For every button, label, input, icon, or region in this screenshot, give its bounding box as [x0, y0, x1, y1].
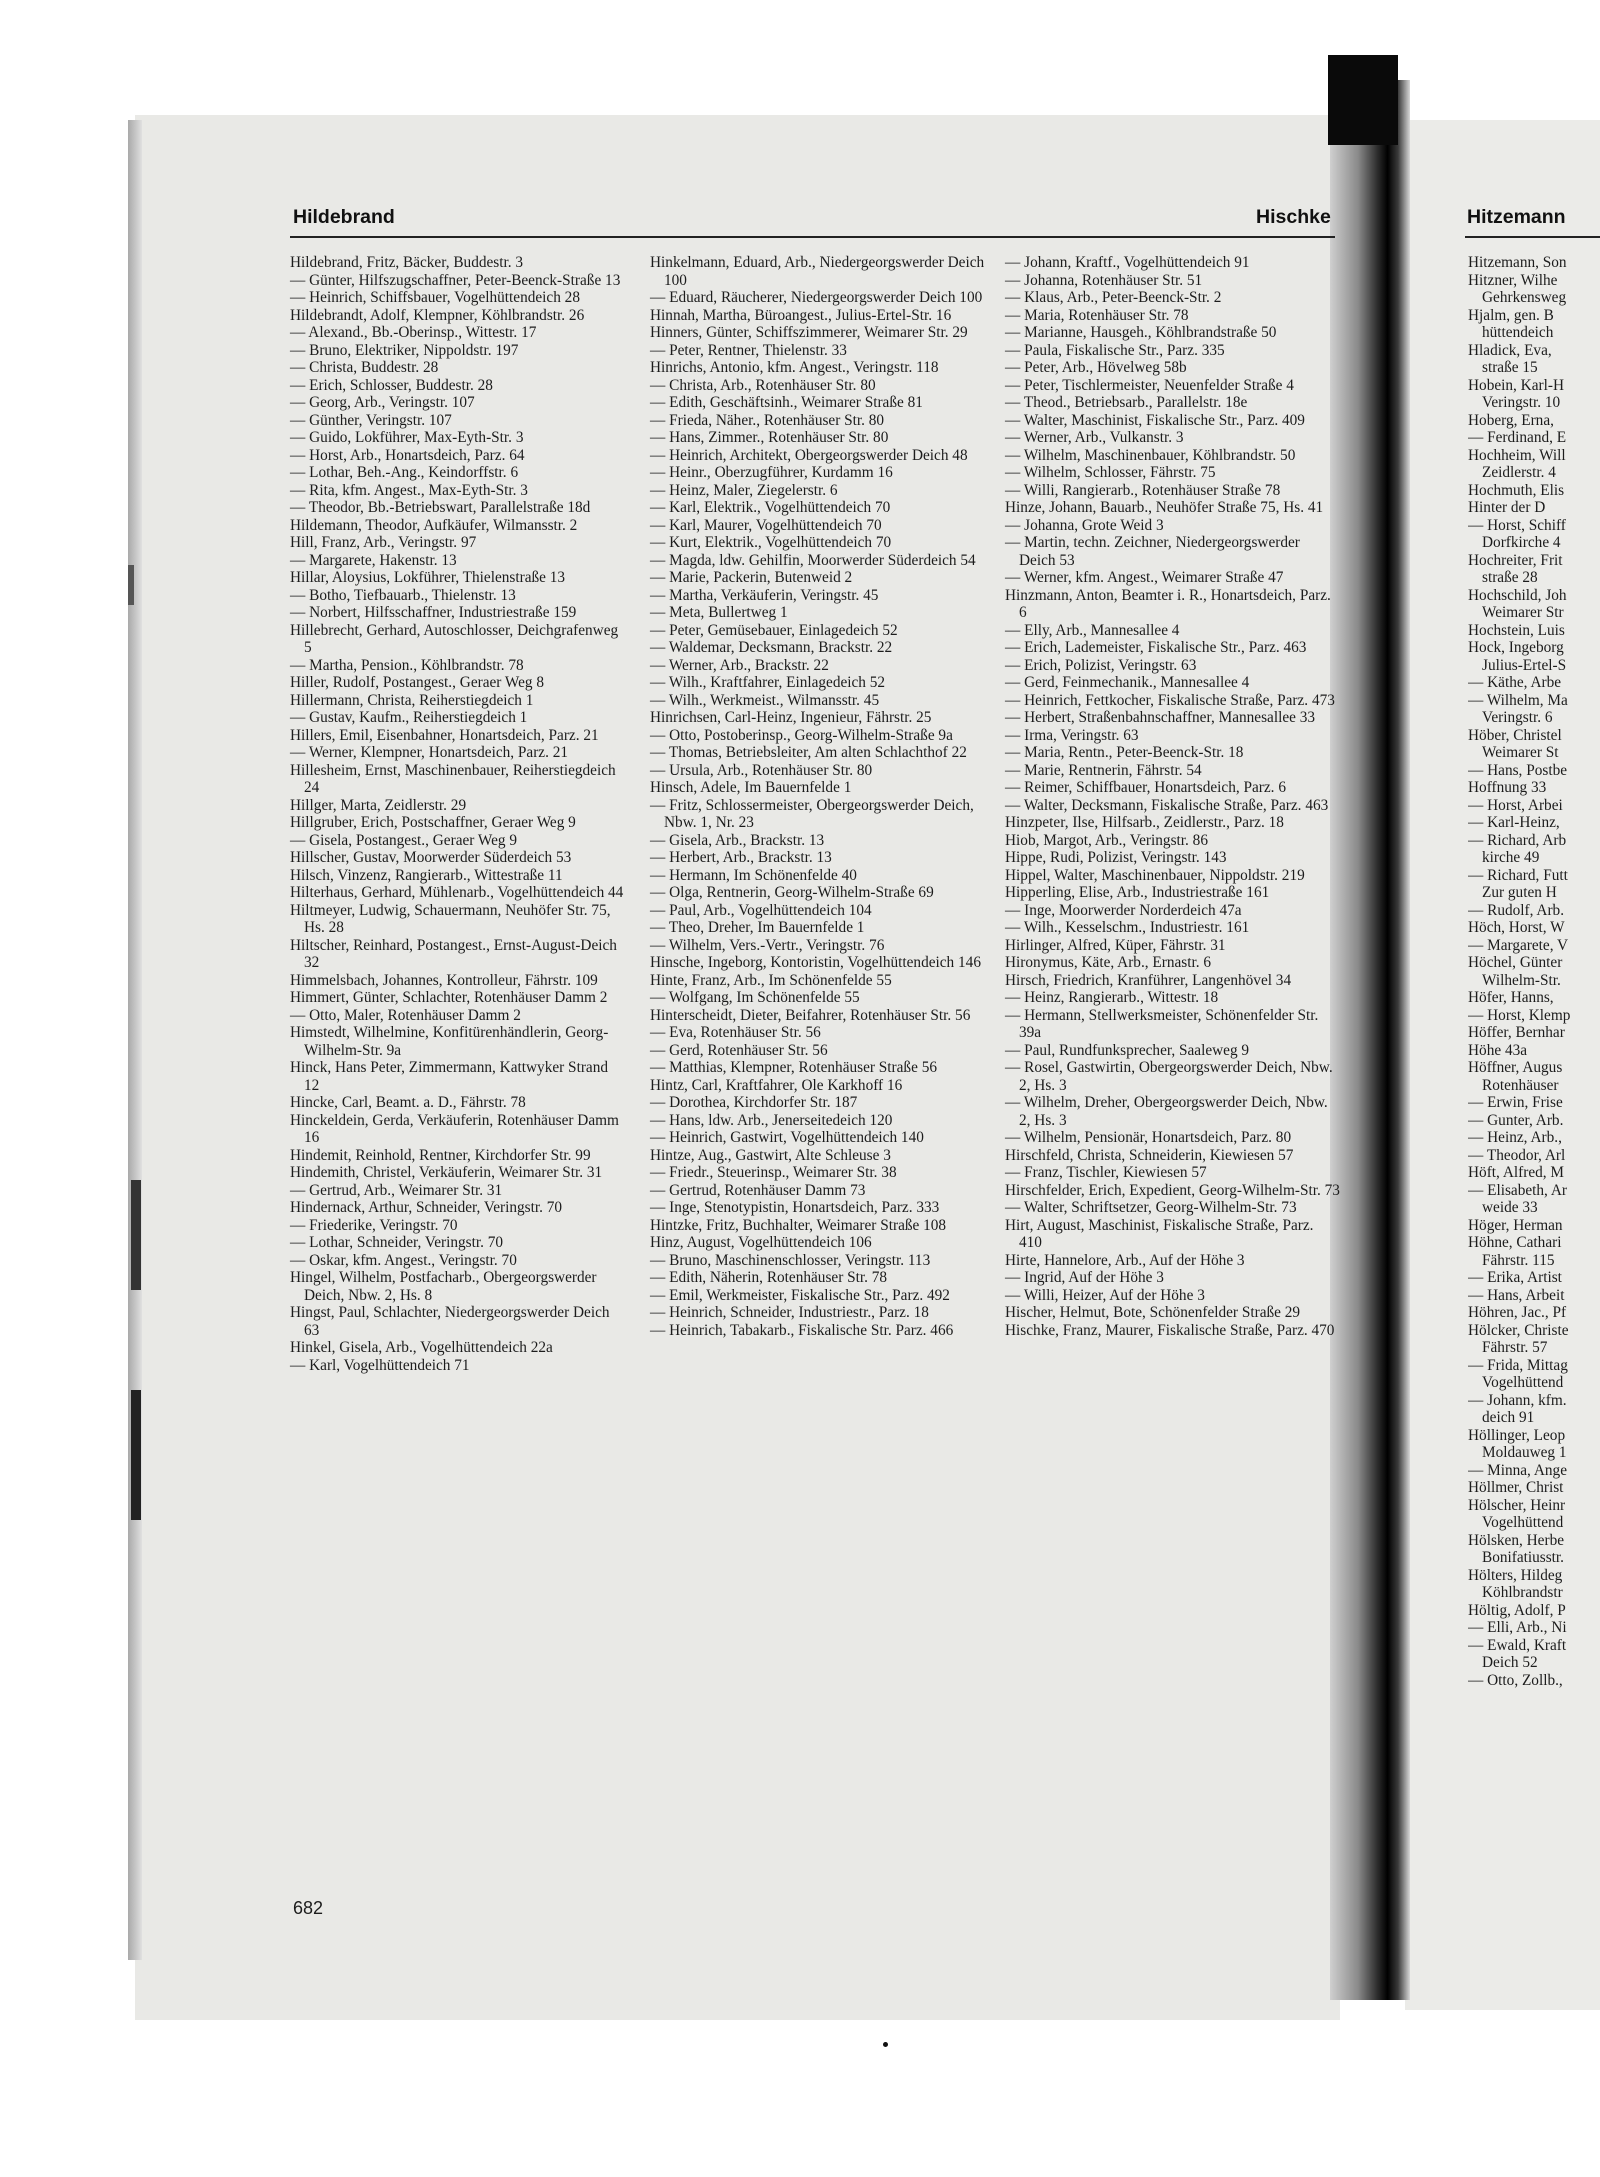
directory-entry: Fährstr. 57 — [1482, 1339, 1548, 1356]
directory-entry: — Norbert, Hilfsschaffner, Industriestraße 159 — [290, 604, 577, 621]
directory-entry: Hippel, Walter, Maschinenbauer, Nippoldstr. 219 — [1005, 866, 1305, 884]
directory-entry: — Ursula, Arb., Rotenhäuser Str. 80 — [650, 761, 873, 779]
directory-entry: Hipperling, Elise, Arb., Industriestraße 161 — [1005, 884, 1270, 901]
directory-entry: Veringstr. 6 — [1482, 709, 1553, 726]
directory-entry: — Hans, ldw. Arb., Jenerseitedeich 120 — [650, 1111, 893, 1129]
directory-entry: — Emil, Werkmeister, Fiskalische Str., Parz. 492 — [650, 1286, 950, 1304]
directory-entry: Hindernack, Arthur, Schneider, Veringstr. 70 — [290, 1199, 563, 1216]
running-head-next-page: Hitzemann — [1467, 206, 1566, 228]
directory-entry: — Wilhelm, Maschinenbauer, Köhlbrandstr. 50 — [1005, 446, 1296, 464]
directory-entry: — Guido, Lokführer, Max-Eyth-Str. 3 — [290, 429, 524, 446]
running-head-left: Hildebrand — [293, 206, 395, 228]
directory-entry: — Irma, Veringstr. 63 — [1005, 726, 1139, 744]
header-rule-next-page — [1465, 236, 1600, 238]
directory-entry: — Martin, techn. Zeichner, Niedergeorgswerder Deich 53 — [1005, 534, 1300, 569]
directory-entry: Höllmer, Christ — [1468, 1479, 1564, 1496]
directory-entry: Hinsche, Ingeborg, Kontoristin, Vogelhüttendeich 146 — [650, 954, 981, 971]
directory-entry: — Wilh., Kesselschm., Industriestr. 161 — [1005, 919, 1250, 936]
directory-entry: — Margarete, V — [1468, 936, 1569, 954]
directory-entry: — Matthias, Klempner, Rotenhäuser Straße 56 — [650, 1059, 937, 1076]
directory-column-next-page — [1468, 254, 1600, 1689]
directory-entry: Hildebrandt, Adolf, Klempner, Köhlbrandstr. 26 — [290, 306, 585, 324]
directory-entry: Hölsken, Herbe — [1468, 1531, 1565, 1549]
directory-entry: Hinners, Günter, Schiffszimmerer, Weimarer Str. 29 — [650, 324, 968, 341]
directory-entry: — Paula, Fiskalische Str., Parz. 335 — [1005, 341, 1225, 359]
directory-entry: — Lothar, Schneider, Veringstr. 70 — [290, 1234, 504, 1251]
directory-entry: — Hans, Zimmer., Rotenhäuser Str. 80 — [650, 429, 889, 446]
directory-entry: Hippe, Rudi, Polizist, Veringstr. 143 — [1005, 849, 1227, 866]
directory-entry: — Elly, Arb., Mannesallee 4 — [1005, 621, 1180, 639]
directory-entry: Hinrichsen, Carl-Heinz, Ingenieur, Fährstr. 25 — [650, 709, 932, 726]
directory-entry: — Gunter, Arb. — [1468, 1111, 1564, 1129]
directory-entry: — Heinrich, Schneider, Industriestr., Parz. 18 — [650, 1304, 929, 1321]
directory-entry: Hillebrecht, Gerhard, Autoschlosser, Deichgrafenweg 5 — [290, 621, 619, 656]
directory-entry: Hischke, Franz, Maurer, Fiskalische Straße, Parz. 470 — [1005, 1321, 1335, 1339]
directory-entry: — Wilhelm, Schlosser, Fährstr. 75 — [1005, 464, 1216, 481]
directory-entry: — Hermann, Im Schönenfelde 40 — [650, 866, 857, 884]
directory-entry: — Inge, Stenotypistin, Honartsdeich, Parz. 333 — [650, 1199, 940, 1216]
directory-entry: — Marie, Rentnerin, Fährstr. 54 — [1005, 761, 1202, 779]
directory-entry: Hildebrand, Fritz, Bäcker, Buddestr. 3 — [290, 254, 524, 271]
directory-entry: — Wilhelm, Ma — [1468, 691, 1568, 709]
bleed-through-mark — [131, 1180, 141, 1290]
directory-entry: — Käthe, Arbe — [1468, 674, 1562, 691]
directory-entry: — Johanna, Grote Weid 3 — [1005, 516, 1164, 534]
directory-entry: — Peter, Arb., Hövelweg 58b — [1005, 359, 1187, 376]
directory-entry: — Karl-Heinz, — [1468, 814, 1560, 831]
directory-entry: — Erwin, Frise — [1468, 1094, 1563, 1111]
directory-entry: Hiltmeyer, Ludwig, Schauermann, Neuhöfer Str. 75, Hs. 28 — [290, 901, 611, 936]
directory-entry: — Marie, Packerin, Butenweid 2 — [650, 569, 853, 586]
directory-entry: — Fritz, Schlossermeister, Obergeorgswerder Deich, Nbw. 1, Nr. 23 — [650, 796, 974, 831]
directory-entry: — Paul, Arb., Vogelhüttendeich 104 — [650, 901, 872, 919]
directory-entry: Hintz, Carl, Kraftfahrer, Ole Karkhoff 16 — [650, 1076, 903, 1094]
directory-entry: Hilterhaus, Gerhard, Mühlenarb., Vogelhüttendeich 44 — [290, 884, 624, 901]
directory-entry: Hirschfeld, Christa, Schneiderin, Kiewiesen 57 — [1005, 1146, 1294, 1164]
directory-entry: Hinkel, Gisela, Arb., Vogelhüttendeich 22a — [290, 1339, 553, 1356]
directory-entry: — Marianne, Hausgeh., Köhlbrandstraße 50 — [1005, 324, 1277, 341]
directory-entry: — Erich, Lademeister, Fiskalische Str., Parz. 463 — [1005, 639, 1307, 656]
directory-entry: Hinz, August, Vogelhüttendeich 106 — [650, 1234, 872, 1251]
directory-entry: — Horst, Klemp — [1468, 1006, 1571, 1024]
directory-entry: — Heinrich, Architekt, Obergeorgswerder Deich 48 — [650, 446, 968, 464]
directory-entry: — Elli, Arb., Ni — [1468, 1619, 1567, 1636]
directory-entry: Hildemann, Theodor, Aufkäufer, Wilmansstr. 2 — [290, 516, 578, 534]
directory-entry: — Herbert, Arb., Brackstr. 13 — [650, 849, 832, 866]
directory-entry: — Heinz, Rangierarb., Wittestr. 18 — [1005, 989, 1219, 1006]
directory-entry: Hiller, Rudolf, Postangest., Geraer Weg 8 — [290, 674, 545, 691]
directory-entry: — Horst, Arbei — [1468, 796, 1563, 814]
directory-entry: — Rudolf, Arb. — [1468, 901, 1565, 919]
directory-entry: — Ferdinand, E — [1468, 429, 1567, 446]
directory-entry: — Elisabeth, Ar — [1468, 1181, 1567, 1199]
directory-entry: — Bruno, Elektriker, Nippoldstr. 197 — [290, 341, 519, 359]
directory-entry: — Karl, Maurer, Vogelhüttendeich 70 — [650, 516, 882, 534]
directory-entry: Hochheim, Will — [1468, 446, 1566, 464]
directory-entry: Hindemith, Christel, Verkäuferin, Weimarer Str. 31 — [290, 1164, 603, 1181]
directory-entry: Hincke, Carl, Beamt. a. D., Fährstr. 78 — [290, 1094, 526, 1111]
directory-entry: — Walter, Schriftsetzer, Georg-Wilhelm-Str. 73 — [1005, 1199, 1297, 1216]
directory-entry: Zur guten H — [1482, 884, 1557, 901]
directory-entry: — Theodor, Arl — [1468, 1146, 1566, 1164]
directory-entry: Hiltscher, Reinhard, Postangest., Ernst-August-Deich 32 — [290, 936, 617, 971]
directory-entry: Hindemit, Reinhold, Rentner, Kirchdorfer Str. 99 — [290, 1146, 591, 1164]
directory-entry: — Maria, Rentn., Peter-Beenck-Str. 18 — [1005, 744, 1244, 761]
directory-entry: Hillers, Emil, Eisenbahner, Honartsdeich, Parz. 21 — [290, 726, 599, 744]
directory-entry: — Klaus, Arb., Peter-Beenck-Str. 2 — [1005, 289, 1222, 306]
directory-entry: — Erich, Schlosser, Buddestr. 28 — [290, 376, 493, 394]
directory-entry: Hochreiter, Frit — [1468, 551, 1563, 569]
directory-entry: Hinckeldein, Gerda, Verkäuferin, Rotenhäuser Damm 16 — [290, 1111, 619, 1146]
directory-entry: — Georg, Arb., Veringstr. 107 — [290, 394, 475, 411]
directory-entry: — Günther, Veringstr. 107 — [290, 411, 452, 429]
directory-entry: Hölters, Hildeg — [1468, 1566, 1563, 1584]
directory-entry: — Eduard, Räucherer, Niedergeorgswerder Deich 100 — [650, 289, 983, 306]
directory-entry: — Richard, Arb — [1468, 831, 1567, 849]
directory-entry: Hirsch, Friedrich, Kranführer, Langenhövel 34 — [1005, 971, 1292, 989]
directory-entry: — Martha, Verkäuferin, Veringstr. 45 — [650, 586, 879, 604]
directory-entry: Hinte, Franz, Arb., Im Schönenfelde 55 — [650, 971, 892, 989]
directory-entry: Hjalm, gen. B — [1468, 306, 1554, 324]
directory-entry: Hinck, Hans Peter, Zimmermann, Kattwyker Strand 12 — [290, 1059, 608, 1094]
directory-entry: — Minna, Ange — [1468, 1461, 1567, 1479]
directory-entry: Gehrkensweg — [1482, 289, 1567, 306]
directory-entry: — Inge, Moorwerder Norderdeich 47a — [1005, 901, 1242, 919]
directory-entry: Hochmuth, Elis — [1468, 481, 1565, 499]
directory-entry: — Werner, Arb., Brackstr. 22 — [650, 656, 829, 674]
directory-entry: Höch, Horst, W — [1468, 919, 1565, 936]
directory-entry: Höchel, Günter — [1468, 954, 1563, 971]
directory-entry: Hiob, Margot, Arb., Veringstr. 86 — [1005, 831, 1208, 849]
directory-entry: — Kurt, Elektrik., Vogelhüttendeich 70 — [650, 534, 892, 551]
directory-entry: — Christa, Buddestr. 28 — [290, 359, 439, 376]
directory-entry: Hilsch, Vinzenz, Rangierarb., Wittestraße 11 — [290, 866, 563, 884]
directory-entry: — Margarete, Hakenstr. 13 — [290, 551, 457, 569]
directory-entry: — Heinrich, Gastwirt, Vogelhüttendeich 140 — [650, 1129, 924, 1146]
directory-entry: Hochstein, Luis — [1468, 621, 1565, 639]
directory-entry: Deich 52 — [1482, 1654, 1538, 1671]
directory-entry: Höltig, Adolf, P — [1468, 1601, 1566, 1619]
directory-entry: — Walter, Maschinist, Fiskalische Str., Parz. 409 — [1005, 411, 1305, 429]
directory-entry: — Gertrud, Rotenhäuser Damm 73 — [650, 1181, 866, 1199]
directory-entry: — Otto, Maler, Rotenhäuser Damm 2 — [290, 1006, 521, 1024]
directory-entry: Dorfkirche 4 — [1482, 534, 1561, 551]
directory-entry: Höhe 43a — [1468, 1041, 1528, 1059]
directory-entry: Hinsch, Adele, Im Bauernfelde 1 — [650, 779, 852, 796]
directory-entry: Hladick, Eva, — [1468, 341, 1552, 359]
directory-entry: — Peter, Rentner, Thielenstr. 33 — [650, 341, 847, 359]
directory-entry: hüttendeich — [1482, 324, 1554, 341]
directory-entry: — Johanna, Rotenhäuser Str. 51 — [1005, 271, 1203, 289]
directory-entry: — Magda, ldw. Gehilfin, Moorwerder Süderdeich 54 — [650, 551, 976, 569]
directory-entry: Hillermann, Christa, Reiherstiegdeich 1 — [290, 691, 534, 709]
directory-entry: Hirlinger, Alfred, Küper, Fährstr. 31 — [1005, 936, 1226, 954]
directory-entry: — Reimer, Schiffbauer, Honartsdeich, Parz. 6 — [1005, 779, 1286, 796]
directory-entry: — Heinz, Maler, Ziegelerstr. 6 — [650, 481, 838, 499]
directory-entry: Vogelhüttend — [1482, 1514, 1564, 1531]
directory-entry: — Walter, Decksmann, Fiskalische Straße, Parz. 463 — [1005, 796, 1329, 814]
directory-entry: Höffner, Augus — [1468, 1059, 1563, 1076]
directory-entry: Hinze, Johann, Bauarb., Neuhöfer Straße 75, Hs. 41 — [1005, 499, 1324, 516]
directory-entry: Rotenhäuser — [1482, 1076, 1559, 1094]
directory-entry: Hintzke, Fritz, Buchhalter, Weimarer Straße 108 — [650, 1216, 947, 1234]
directory-entry: Hischer, Helmut, Bote, Schönenfelder Straße 29 — [1005, 1304, 1301, 1321]
directory-entry: Himmelsbach, Johannes, Kontrolleur, Fährstr. 109 — [290, 971, 598, 989]
directory-entry: Hironymus, Käte, Arb., Ernastr. 6 — [1005, 954, 1212, 971]
directory-entry: — Heinrich, Fettkocher, Fiskalische Straße, Parz. 473 — [1005, 691, 1335, 709]
directory-entry: — Werner, Klempner, Honartsdeich, Parz. 21 — [290, 744, 569, 761]
directory-entry: straße 15 — [1482, 359, 1538, 376]
directory-entry: Zeidlerstr. 4 — [1482, 464, 1556, 481]
directory-entry: Hitzner, Wilhe — [1468, 271, 1558, 289]
directory-entry: Höger, Herman — [1468, 1216, 1563, 1234]
directory-entry: — Wilh., Kraftfahrer, Einlagedeich 52 — [650, 674, 886, 691]
directory-entry: Hillger, Marta, Zeidlerstr. 29 — [290, 796, 467, 814]
directory-entry: Hinkelmann, Eduard, Arb., Niedergeorgswerder Deich 100 — [650, 254, 985, 289]
directory-entry: — Gustav, Kaufm., Reiherstiegdeich 1 — [290, 709, 528, 726]
directory-entry: — Horst, Schiff — [1468, 516, 1566, 534]
directory-entry: — Waldemar, Decksmann, Brackstr. 22 — [650, 639, 893, 656]
binding-shadow — [1328, 55, 1398, 145]
directory-entry: — Edith, Näherin, Rotenhäuser Str. 78 — [650, 1269, 888, 1286]
directory-entry: — Werner, kfm. Angest., Weimarer Straße 47 — [1005, 569, 1284, 586]
directory-entry: — Willi, Rangierarb., Rotenhäuser Straße 78 — [1005, 481, 1281, 499]
directory-entry: Höber, Christel — [1468, 726, 1562, 744]
directory-entry: — Paul, Rundfunksprecher, Saaleweg 9 — [1005, 1041, 1250, 1059]
directory-entry: — Peter, Tischlermeister, Neuenfelder Straße 4 — [1005, 376, 1294, 394]
directory-entry: Höfer, Hanns, — [1468, 989, 1554, 1006]
directory-entry: Bonifatiusstr. — [1482, 1549, 1565, 1566]
directory-entry: — Heinrich, Tabakarb., Fiskalische Str. Parz. 466 — [650, 1321, 954, 1339]
directory-entry: — Johann, Kraftf., Vogelhüttendeich 91 — [1005, 254, 1250, 271]
directory-entry: — Hans, Arbeit — [1468, 1286, 1565, 1304]
directory-entry: — Johann, kfm. — [1468, 1391, 1567, 1409]
directory-entry: — Edith, Geschäftsinh., Weimarer Straße 81 — [650, 394, 923, 411]
page-number: 682 — [293, 1898, 324, 1918]
directory-entry: Hillesheim, Ernst, Maschinenbauer, Reiherstiegdeich 24 — [290, 761, 616, 796]
directory-entry: — Herbert, Straßenbahnschaffner, Mannesallee 33 — [1005, 709, 1316, 726]
directory-entry: Hirschfelder, Erich, Expedient, Georg-Wilhelm-Str. 73 — [1005, 1181, 1340, 1199]
directory-entry: — Gisela, Arb., Brackstr. 13 — [650, 831, 825, 849]
directory-entry: — Wilh., Werkmeist., Wilmansstr. 45 — [650, 691, 880, 709]
directory-entry: — Gerd, Rotenhäuser Str. 56 — [650, 1041, 828, 1059]
dust-speck — [883, 2042, 888, 2047]
directory-entry: — Ingrid, Auf der Höhe 3 — [1005, 1269, 1164, 1286]
directory-entry: — Theod., Betriebsarb., Parallelstr. 18e — [1005, 394, 1248, 411]
directory-entry: — Peter, Gemüsebauer, Einlagedeich 52 — [650, 621, 898, 639]
directory-entry: Vogelhüttend — [1482, 1374, 1564, 1391]
directory-entry: Fährstr. 115 — [1482, 1251, 1555, 1269]
directory-entry: — Meta, Bullertweg 1 — [650, 604, 788, 621]
directory-entry: Hingel, Wilhelm, Postfacharb., Obergeorgswerder Deich, Nbw. 2, Hs. 8 — [290, 1269, 597, 1304]
directory-entry: — Franz, Tischler, Kiewiesen 57 — [1005, 1164, 1207, 1181]
directory-entry: Hillgruber, Erich, Postschaffner, Geraer Weg 9 — [290, 814, 576, 831]
directory-entry: Hoffnung 33 — [1468, 779, 1547, 796]
directory-entry: — Wilhelm, Vers.-Vertr., Veringstr. 76 — [650, 936, 885, 954]
directory-entry: Hillscher, Gustav, Moorwerder Süderdeich 53 — [290, 849, 572, 866]
book-gutter — [1330, 80, 1410, 2000]
directory-entry: — Thomas, Betriebsleiter, Am alten Schlachthof 22 — [650, 744, 967, 761]
directory-entry: — Otto, Zollb., — [1468, 1671, 1563, 1689]
directory-entry: — Heinrich, Schiffsbauer, Vogelhüttendeich 28 — [290, 289, 580, 306]
running-head-right: Hischke — [1256, 206, 1331, 228]
directory-entry: Höhren, Jac., Pf — [1468, 1304, 1567, 1321]
directory-entry: Weimarer St — [1482, 744, 1559, 761]
directory-column-1 — [290, 254, 625, 1374]
directory-entry: — Martha, Pension., Köhlbrandstr. 78 — [290, 656, 524, 674]
directory-entry: — Gertrud, Arb., Weimarer Str. 31 — [290, 1181, 503, 1199]
directory-entry: — Hans, Postbe — [1468, 761, 1568, 779]
bleed-through-mark — [131, 1390, 141, 1520]
directory-entry: — Eva, Rotenhäuser Str. 56 — [650, 1024, 821, 1041]
directory-entry: — Rosel, Gastwirtin, Obergeorgswerder Deich, Nbw. 2, Hs. 3 — [1005, 1059, 1333, 1094]
directory-entry: Höllinger, Leop — [1468, 1426, 1566, 1444]
directory-entry: Hinzpeter, Ilse, Hilfsarb., Zeidlerstr., Parz. 18 — [1005, 814, 1284, 831]
directory-entry: Höft, Alfred, M — [1468, 1164, 1565, 1181]
directory-entry: — Dorothea, Kirchdorfer Str. 187 — [650, 1094, 858, 1111]
directory-entry: Hölscher, Heinr — [1468, 1496, 1566, 1514]
directory-column-2 — [650, 254, 986, 1339]
directory-entry: — Gerd, Feinmechanik., Mannesallee 4 — [1005, 674, 1250, 691]
directory-entry: Veringstr. 10 — [1482, 394, 1561, 411]
directory-entry: — Friederike, Veringstr. 70 — [290, 1216, 458, 1234]
directory-entry: Wilhelm-Str. — [1482, 971, 1561, 989]
directory-entry: — Willi, Heizer, Auf der Höhe 3 — [1005, 1286, 1205, 1304]
directory-entry: Hock, Ingeborg — [1468, 639, 1564, 656]
directory-entry: — Ewald, Kraft — [1468, 1636, 1567, 1654]
directory-entry: — Erika, Artist — [1468, 1269, 1562, 1286]
directory-entry: kirche 49 — [1482, 849, 1540, 866]
directory-entry: — Karl, Elektrik., Vogelhüttendeich 70 — [650, 499, 891, 516]
directory-entry: — Wilhelm, Dreher, Obergeorgswerder Deich, Nbw. 2, Hs. 3 — [1005, 1094, 1328, 1129]
directory-entry: Moldauweg 1 — [1482, 1444, 1567, 1461]
bleed-through-mark — [128, 565, 134, 605]
directory-entry: — Christa, Arb., Rotenhäuser Str. 80 — [650, 376, 876, 394]
header-rule — [290, 236, 1335, 238]
directory-entry: — Lothar, Beh.-Ang., Keindorffstr. 6 — [290, 464, 519, 481]
directory-entry: Himmert, Günter, Schlachter, Rotenhäuser Damm 2 — [290, 989, 608, 1006]
directory-entry: Hirt, August, Maschinist, Fiskalische Straße, Parz. 410 — [1005, 1216, 1314, 1251]
directory-entry: straße 28 — [1482, 569, 1538, 586]
directory-entry: — Oskar, kfm. Angest., Veringstr. 70 — [290, 1251, 517, 1269]
directory-entry: Hingst, Paul, Schlachter, Niedergeorgswerder Deich 63 — [290, 1304, 610, 1339]
directory-entry: Hochschild, Joh — [1468, 586, 1567, 604]
directory-entry: — Alexand., Bb.-Oberinsp., Wittestr. 17 — [290, 324, 537, 341]
directory-entry: Hillar, Aloysius, Lokführer, Thielenstraße 13 — [290, 569, 566, 586]
directory-entry: — Werner, Arb., Vulkanstr. 3 — [1005, 429, 1184, 446]
directory-entry: — Botho, Tiefbauarb., Thielenstr. 13 — [290, 586, 516, 604]
directory-entry: Hinterscheidt, Dieter, Beifahrer, Rotenhäuser Str. 56 — [650, 1006, 971, 1024]
directory-entry: — Rita, kfm. Angest., Max-Eyth-Str. 3 — [290, 481, 528, 499]
directory-entry: Weimarer Str — [1482, 604, 1564, 621]
directory-entry: Himstedt, Wilhelmine, Konfitürenhändlerin, Georg-Wilhelm-Str. 9a — [290, 1024, 609, 1059]
directory-entry: Hoberg, Erna, — [1468, 411, 1554, 429]
directory-entry: — Frieda, Näher., Rotenhäuser Str. 80 — [650, 411, 885, 429]
directory-entry: — Frida, Mittag — [1468, 1356, 1568, 1374]
directory-entry: Hinzmann, Anton, Beamter i. R., Honartsdeich, Parz. 6 — [1005, 586, 1331, 621]
directory-entry: deich 91 — [1482, 1409, 1535, 1426]
directory-entry: Köhlbrandstr — [1482, 1584, 1563, 1601]
directory-entry: — Karl, Vogelhüttendeich 71 — [290, 1356, 470, 1374]
directory-entry: Julius-Ertel-S — [1482, 656, 1567, 674]
directory-entry: — Erich, Polizist, Veringstr. 63 — [1005, 656, 1197, 674]
directory-column-3 — [1005, 254, 1340, 1339]
directory-entry: Höhne, Cathari — [1468, 1234, 1562, 1251]
page-edge-shadow — [128, 120, 142, 1960]
directory-entry: — Heinz, Arb., — [1468, 1129, 1562, 1146]
directory-entry: Hobein, Karl-H — [1468, 376, 1565, 394]
directory-entry: — Friedr., Steuerinsp., Weimarer Str. 38 — [650, 1164, 897, 1181]
directory-entry: — Hermann, Stellwerksmeister, Schönenfelder Str. 39a — [1005, 1006, 1319, 1041]
directory-entry: Hill, Franz, Arb., Veringstr. 97 — [290, 534, 477, 551]
directory-entry: Hinnah, Martha, Büroangest., Julius-Ertel-Str. 16 — [650, 306, 952, 324]
directory-entry: Hinrichs, Antonio, kfm. Angest., Veringstr. 118 — [650, 359, 939, 376]
directory-entry: Hölcker, Christe — [1468, 1321, 1569, 1339]
directory-entry: Hintze, Aug., Gastwirt, Alte Schleuse 3 — [650, 1146, 891, 1164]
directory-entry: — Maria, Rotenhäuser Str. 78 — [1005, 306, 1189, 324]
directory-entry: — Bruno, Maschinenschlosser, Veringstr. 113 — [650, 1251, 931, 1269]
directory-entry: weide 33 — [1482, 1199, 1538, 1216]
directory-entry: — Wolfgang, Im Schönenfelde 55 — [650, 989, 860, 1006]
directory-entry: — Theo, Dreher, Im Bauernfelde 1 — [650, 919, 865, 936]
directory-entry: — Otto, Postoberinsp., Georg-Wilhelm-Straße 9a — [650, 726, 953, 744]
directory-entry: — Olga, Rentnerin, Georg-Wilhelm-Straße 69 — [650, 884, 934, 901]
directory-entry: — Günter, Hilfszugschaffner, Peter-Beenck-Straße 13 — [290, 271, 621, 289]
directory-entry: Hitzemann, Son — [1468, 254, 1567, 271]
directory-entry: — Wilhelm, Pensionär, Honartsdeich, Parz. 80 — [1005, 1129, 1292, 1146]
directory-entry: Höffer, Bernhar — [1468, 1024, 1565, 1041]
directory-entry: — Horst, Arb., Honartsdeich, Parz. 64 — [290, 446, 525, 464]
directory-entry: — Richard, Futt — [1468, 866, 1568, 884]
directory-entry: Hirte, Hannelore, Arb., Auf der Höhe 3 — [1005, 1251, 1245, 1269]
directory-entry: — Gisela, Postangest., Geraer Weg 9 — [290, 831, 518, 849]
directory-entry: — Heinr., Oberzugführer, Kurdamm 16 — [650, 464, 893, 481]
directory-entry: — Theodor, Bb.-Betriebswart, Parallelstraße 18d — [290, 499, 591, 516]
directory-entry: Hinter der D — [1468, 499, 1546, 516]
